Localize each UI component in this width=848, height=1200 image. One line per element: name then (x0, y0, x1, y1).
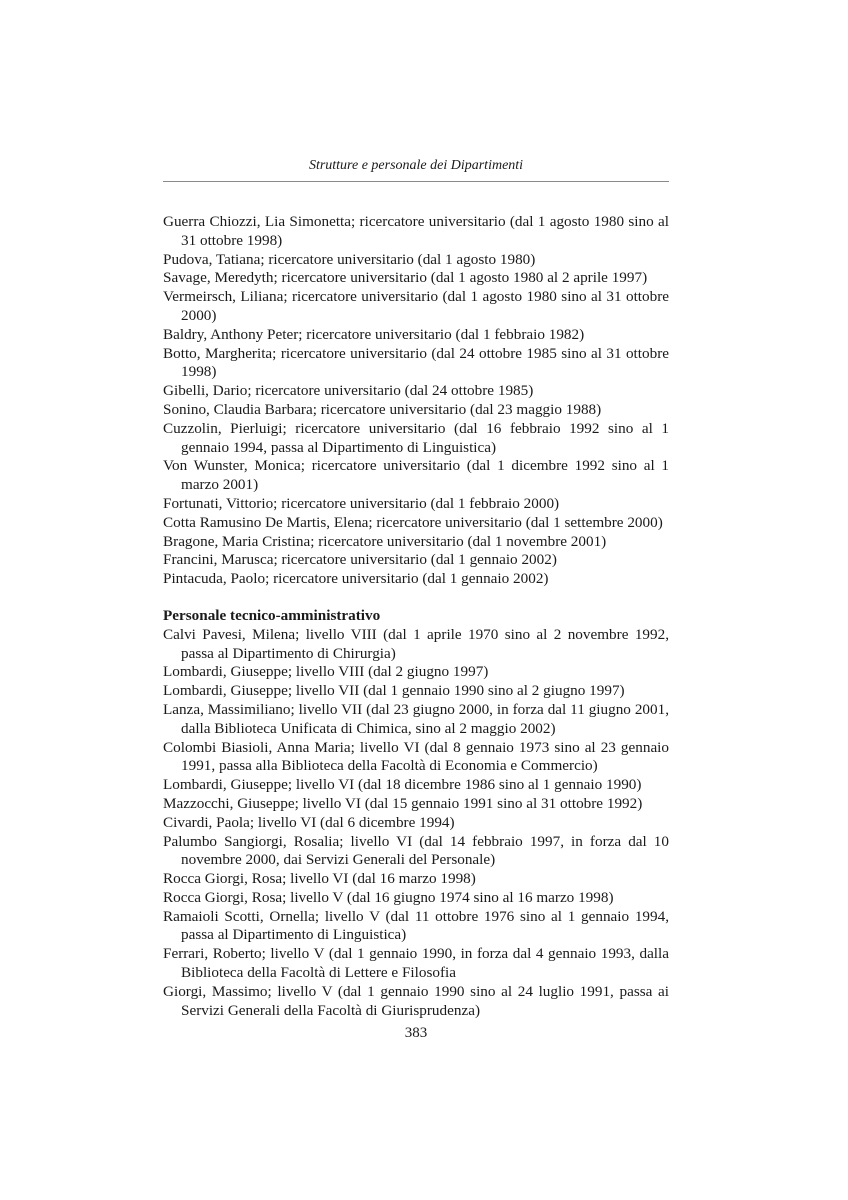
list-item: Civardi, Paola; livello VI (dal 6 dicembre 1994) (163, 813, 455, 831)
list-item: Pintacuda, Paolo; ricercatore universitario (dal 1 gennaio 2002) (163, 570, 549, 588)
list-item: Cotta Ramusino De Martis, Elena; ricercatore universitario (dal 1 settembre 2000) (163, 513, 663, 531)
running-header: Strutture e personale dei Dipartimenti (308, 158, 524, 173)
list-item: Ferrari, Roberto; livello V (dal 1 gennaio 1990, in forza dal 4 gennaio 1993, dalla Biblioteca della Facoltà di Lettere e Filosofia (163, 945, 669, 982)
section-spacer (163, 589, 669, 607)
staff-list (163, 626, 669, 1021)
list-item: Fortunati, Vittorio; ricercatore universitario (dal 1 febbraio 2000) (163, 494, 560, 512)
list-item: Lombardi, Giuseppe; livello VI (dal 18 dicembre 1986 sino al 1 gennaio 1990) (163, 776, 642, 794)
list-item: Rocca Giorgi, Rosa; livello V (dal 16 giugno 1974 sino al 16 marzo 1998) (163, 888, 614, 906)
list-item: Calvi Pavesi, Milena; livello VIII (dal 1 aprile 1970 sino al 2 novembre 1992, passa al Dipartimento di Chirurgia) (163, 625, 669, 662)
list-item: Lombardi, Giuseppe; livello VIII (dal 2 giugno 1997) (163, 663, 489, 681)
page-number: 383 (404, 1025, 428, 1041)
list-item: Bragone, Maria Cristina; ricercatore universitario (dal 1 novembre 2001) (163, 532, 607, 550)
list-item: Vermeirsch, Liliana; ricercatore universitario (dal 1 agosto 1980 sino al 31 ottobre 2000) (163, 288, 669, 324)
list-item: Giorgi, Massimo; livello V (dal 1 gennaio 1990 sino al 24 luglio 1991, passa ai Servizi Generali della Facoltà di Giurisprudenza) (163, 982, 669, 1019)
list-item: Pudova, Tatiana; ricercatore universitario (dal 1 agosto 1980) (163, 250, 536, 268)
list-item: Guerra Chiozzi, Lia Simonetta; ricercatore universitario (dal 1 agosto 1980 sino al 31 ottobre 1998) (163, 213, 669, 249)
list-item: Von Wunster, Monica; ricercatore universitario (dal 1 dicembre 1992 sino al 1 marzo 2001) (163, 457, 669, 494)
list-item: Baldry, Anthony Peter; ricercatore universitario (dal 1 febbraio 1982) (163, 325, 585, 343)
list-item: Botto, Margherita; ricercatore universitario (dal 24 ottobre 1985 sino al 31 ottobre 1998) (163, 344, 669, 381)
page-body (163, 213, 669, 1020)
list-item: Lombardi, Giuseppe; livello VII (dal 1 gennaio 1990 sino al 2 giugno 1997) (163, 682, 625, 700)
list-item: Colombi Biasioli, Anna Maria; livello VI (dal 8 gennaio 1973 sino al 23 gennaio 1991, passa alla Biblioteca della Facoltà di Economia e Commercio) (163, 738, 669, 775)
list-item: Mazzocchi, Giuseppe; livello VI (dal 15 gennaio 1991 sino al 31 ottobre 1992) (163, 794, 643, 812)
list-item: Lanza, Massimiliano; livello VII (dal 23 giugno 2000, in forza dal 11 giugno 2001, dalla Biblioteca Unificata di Chimica, sino al 2 maggio 2002) (163, 700, 669, 737)
list-item: Savage, Meredyth; ricercatore universitario (dal 1 agosto 1980 al 2 aprile 1997) (163, 269, 648, 287)
list-item: Cuzzolin, Pierluigi; ricercatore universitario (dal 16 febbraio 1992 sino al 1 gennaio 1994, passa al Dipartimento di Linguistica) (163, 419, 669, 456)
list-item: Sonino, Claudia Barbara; ricercatore universitario (dal 23 maggio 1988) (163, 400, 602, 418)
list-item: Francini, Marusca; ricercatore universitario (dal 1 gennaio 2002) (163, 551, 557, 569)
list-item: Ramaioli Scotti, Ornella; livello V (dal 11 ottobre 1976 sino al 1 gennaio 1994, passa al Dipartimento di Linguistica) (163, 907, 669, 944)
list-item: Rocca Giorgi, Rosa; livello VI (dal 16 marzo 1998) (163, 870, 476, 888)
section-title: Personale tecnico-amministrativo (163, 606, 381, 624)
header-rule (163, 181, 669, 182)
list-item: Gibelli, Dario; ricercatore universitario (dal 24 ottobre 1985) (163, 382, 534, 400)
list-item: Palumbo Sangiorgi, Rosalia; livello VI (dal 14 febbraio 1997, in forza dal 10 novembre 2000, dai Servizi Generali del Personale) (163, 832, 669, 869)
researcher-list (163, 213, 669, 589)
